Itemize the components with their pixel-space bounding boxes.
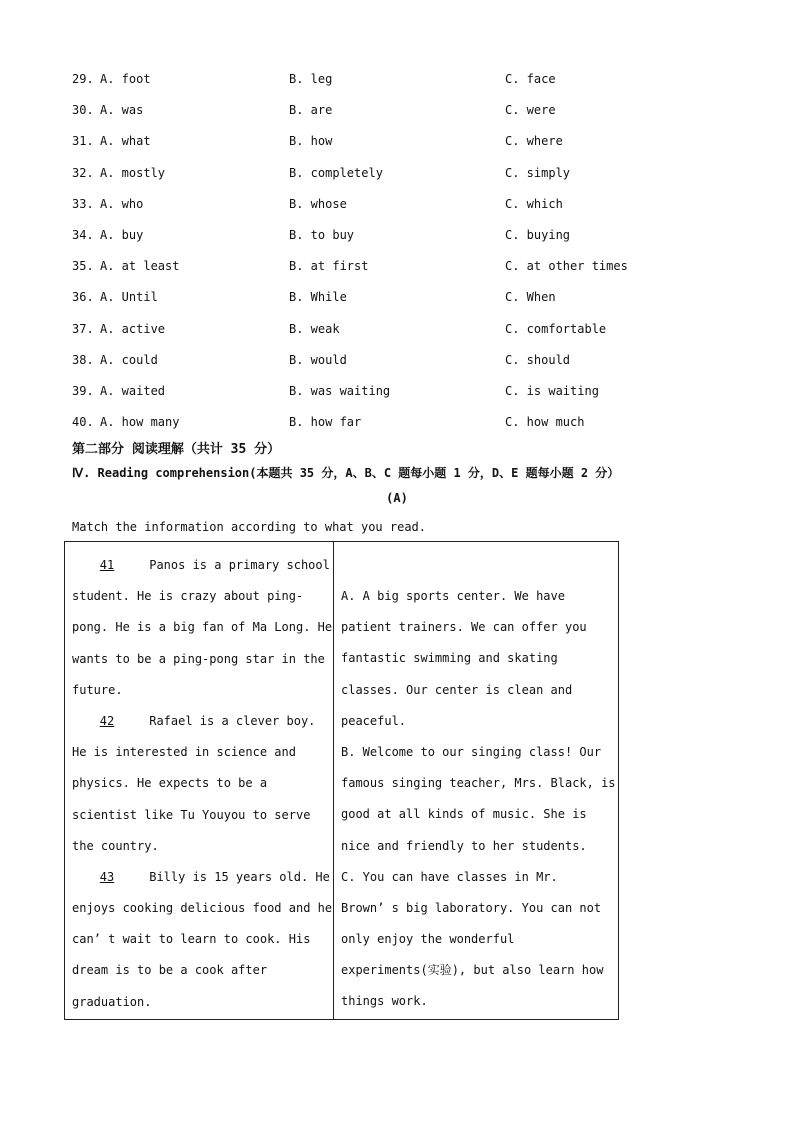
person-description-line (72, 710, 328, 741)
option-b: B. how (289, 134, 333, 149)
question-number: 37. (72, 321, 94, 336)
class-description-line: classes. Our center is clean and (341, 682, 573, 697)
option-b: B. While (289, 290, 347, 305)
option-c: C. how much (505, 415, 585, 430)
option-c: C. is waiting (505, 384, 599, 398)
part-title: 第二部分 阅读理解（共计 35 分） (72, 442, 281, 457)
option-a: A. foot (100, 72, 151, 86)
person-description-line (72, 866, 328, 897)
question-option-row (0, 319, 794, 339)
person-description-line (72, 648, 328, 679)
option-a: A. what (100, 134, 151, 149)
question-number: 36. (72, 290, 94, 305)
option-c: C. simply (505, 165, 571, 180)
option-b: B. are (289, 103, 333, 118)
class-description-line: nice and friendly to her students. (341, 838, 587, 853)
person-description-line (72, 772, 328, 803)
option-a: A. could (100, 352, 158, 367)
person-description-line (72, 554, 328, 585)
question-option-row (0, 194, 794, 214)
option-c: C. should (505, 352, 571, 367)
question-number: 34. (72, 228, 94, 242)
option-b: B. how far (289, 415, 362, 430)
class-description-line: peaceful. (341, 713, 407, 728)
class-description-line: B. Welcome to our singing class! Our (341, 744, 602, 759)
line-text: the country. (72, 838, 159, 853)
option-b: B. would (289, 352, 347, 367)
option-c: C. comfortable (505, 321, 607, 336)
class-description-line: C. You can have classes in Mr. (341, 869, 558, 884)
option-a: A. Until (100, 290, 158, 305)
answer-blank[interactable]: 41 (99, 558, 115, 572)
line-text: scientist like Tu Youyou to serve (72, 807, 311, 822)
person-description-line (72, 991, 328, 1022)
option-c: C. which (505, 196, 563, 211)
instruction: Match the information according to what you read. (72, 520, 427, 534)
class-description-line: Brown’ s big laboratory. You can not (341, 900, 602, 915)
question-number: 40. (72, 415, 94, 430)
question-number: 39. (72, 384, 94, 398)
person-description-line (72, 804, 328, 835)
line-text: He is interested in science and (72, 745, 296, 760)
option-c: C. When (505, 290, 556, 305)
option-a: A. was (100, 103, 144, 118)
question-number: 38. (72, 352, 94, 367)
question-option-row (0, 225, 794, 245)
question-option-row (0, 381, 794, 401)
line-text: enjoys cooking delicious food and he (72, 901, 333, 916)
question-option-row (0, 350, 794, 370)
line-text: pong. He is a big fan of Ma Long. He (72, 620, 333, 635)
question-option-row (0, 131, 794, 151)
column-divider (333, 542, 334, 1019)
option-a: A. mostly (100, 165, 166, 180)
question-option-row (0, 100, 794, 120)
option-b: B. completely (289, 165, 383, 180)
class-description-line: patient trainers. We can offer you (341, 620, 587, 635)
line-text: student. He is crazy about ping- (72, 589, 304, 604)
classes-column (341, 585, 616, 1022)
person-description-line (72, 616, 333, 647)
option-b: B. weak (289, 321, 340, 336)
line-text: future. (72, 682, 123, 697)
option-c: C. face (505, 72, 556, 86)
line-text: Panos is a primary school (149, 558, 330, 572)
line-text: physics. He expects to be a (72, 776, 268, 791)
question-number: 29. (72, 72, 94, 86)
option-b: B. to buy (289, 228, 355, 242)
line-text: can’ t wait to learn to cook. His (72, 932, 311, 947)
option-b: B. at first (289, 259, 369, 274)
option-c: C. buying (505, 228, 571, 242)
answer-blank[interactable]: 42 (99, 713, 115, 728)
person-description-line (72, 585, 328, 616)
person-description-line (72, 928, 328, 959)
reading-title: Ⅳ. Reading comprehension(本题共 35 分，A、B、C 题每小题 1 分，D、E 题每小题 2 分） (72, 466, 620, 480)
person-description-line (72, 835, 328, 866)
question-option-row (0, 287, 794, 307)
class-description-line: good at all kinds of music. She is (341, 807, 587, 822)
option-a: A. active (100, 321, 166, 336)
question-option-row (0, 69, 794, 89)
option-c: C. were (505, 103, 556, 118)
class-description-line: experiments(实验), but also learn how (341, 963, 604, 978)
question-number: 35. (72, 259, 94, 274)
person-description-line (72, 741, 328, 772)
option-b: B. leg (289, 72, 333, 86)
matching-table (64, 541, 619, 1020)
person-description-line (72, 679, 328, 710)
class-description-line: famous singing teacher, Mrs. Black, is (341, 776, 616, 791)
option-b: B. whose (289, 196, 347, 211)
question-number: 33. (72, 196, 94, 211)
class-description-line: only enjoy the wonderful (341, 932, 515, 947)
option-a: A. how many (100, 415, 180, 430)
question-number: 30. (72, 103, 94, 118)
line-text: dream is to be a cook after (72, 963, 268, 978)
option-a: A. at least (100, 259, 180, 274)
people-column (72, 554, 333, 1022)
person-description-line (72, 897, 333, 928)
option-c: C. where (505, 134, 563, 149)
answer-blank[interactable]: 43 (99, 869, 115, 884)
line-text: graduation. (72, 994, 152, 1009)
class-description-line: A. A big sports center. We have (341, 589, 565, 603)
line-text: wants to be a ping-pong star in the (72, 651, 325, 666)
question-number: 32. (72, 165, 94, 180)
passage-label: (A) (386, 491, 408, 505)
question-option-row (0, 256, 794, 276)
line-text: Billy is 15 years old. He (149, 869, 330, 884)
option-a: A. buy (100, 228, 144, 242)
line-text: Rafael is a clever boy. (149, 713, 316, 728)
class-description-line: things work. (341, 994, 428, 1009)
question-option-row (0, 412, 794, 432)
person-description-line (72, 959, 328, 990)
option-a: A. who (100, 196, 144, 211)
option-b: B. was waiting (289, 384, 391, 398)
class-description-line: fantastic swimming and skating (341, 651, 558, 666)
question-option-row (0, 163, 794, 183)
option-c: C. at other times (505, 259, 628, 274)
option-a: A. waited (100, 384, 166, 398)
question-number: 31. (72, 134, 94, 149)
